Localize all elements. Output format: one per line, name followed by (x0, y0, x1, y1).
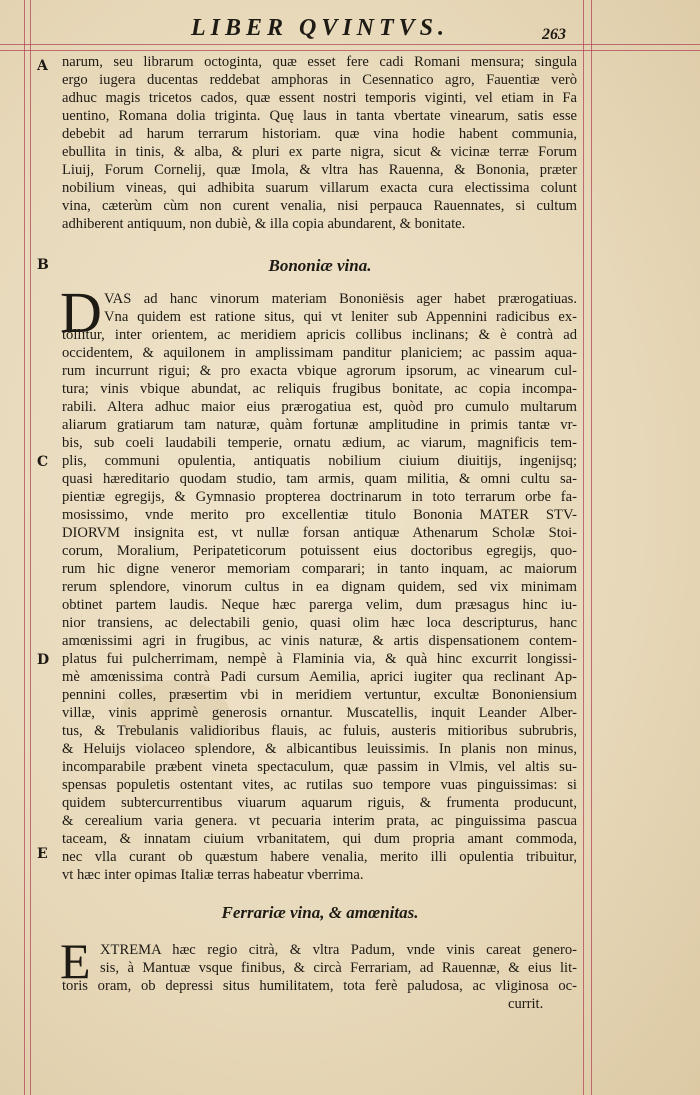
text-line: spensas populetis ostentant vites, ac rutilas suo tempore vuas pinguissimas: si (62, 777, 577, 793)
text-line: narum, seu librarum octoginta, quæ esset fere cadi Romani mensura; singula (62, 54, 577, 70)
text-line: incomparabile præbent vineta spectaculum, quæ passim in Vlmis, vel altis su- (62, 759, 577, 775)
text-line: tollitur, inter orientem, ac meridiem apricis collibus inclinans; & è contrà ad (62, 327, 577, 343)
text-line: mosissimo, vnde merito pro excellentiæ titulo Bononia MATER STV- (62, 507, 577, 523)
text-line: adhiberent antiquum, non dubiè, & illa copia abundarent, & bonitate. (62, 216, 466, 232)
margin-rule-right-inner (583, 0, 584, 1095)
text-line: amœnissimi agri in frugibus, ac vinis naturæ, & artis dispensationem contem- (62, 633, 577, 649)
text-line: ergo iugera ducentas reddebat amphoras in Cesennatico agro, Fauentiæ verò (62, 72, 577, 88)
text-line: bis, sub coeli laudabili temperie, ornatu ædium, ac viarum, magnificis tem- (62, 435, 577, 451)
text-line: rerum splendore, vinorum cultus in ea dignam quidem, sed vix minimam (62, 579, 577, 595)
text-line: ebullita in tinis, & alba, & pluri ex parte nigra, sicut & vicinæ terræ Forum (62, 144, 577, 160)
page-number: 263 (542, 26, 566, 43)
drop-cap-e: E (60, 933, 91, 989)
header-rule-lower (0, 50, 700, 51)
text-line: villæ, vinis apprimè generosis ornantur. Muscatellis, inquit Leander Alber- (62, 705, 577, 721)
text-line: corum, Moralium, Peripateticorum potuissent eius doctoribus egregijs, quo- (62, 543, 577, 559)
text-line: tura; vinis vbique abundat, ac reliquis frugibus bonitate, ac copia incompa- (62, 381, 577, 397)
margin-letter-e: E (37, 846, 48, 862)
text-line: aliarum gratiarum tam naturæ, quàm fortunæ amplitudine in primis tantæ vr- (62, 417, 577, 433)
text-line: sis, à Mantuæ vsque finibus, & circà Ferrariam, ad Rauennæ, & eius lit- (100, 960, 577, 976)
running-head: LIBER QVINTVS. (190, 15, 450, 41)
text-line: nobilium vineas, qui adhibita suarum villarum exacta cura electissima colunt (62, 180, 577, 196)
text-line: pennini colles, præsertim vbi in meridiem vertuntur, excultæ Bononiensium (62, 687, 577, 703)
text-line: nior transiens, ac delectabili genio, quasi olim hæc loca descripturus, hanc (62, 615, 577, 631)
text-line: uentino, Romana dolia triginta. Quę laus in tanta vbertate vinearum, satis esse (62, 108, 577, 124)
text-line: quidem subtercurrentibus viuarum aquarum riguis, & frumenta producunt, (62, 795, 577, 811)
text-line: rabili. Altera adhuc maior eius prærogatiua est, quòd pro cumulo multarum (62, 399, 577, 415)
text-line: mè amœnissima contrà Padi cursum Aemilia, aprici iugiter qua reclinant Ap- (62, 669, 577, 685)
text-line: Vna quidem est ratione situs, qui vt leniter sub Appennini radicibus ex- (104, 309, 577, 325)
text-line: XTREMA hæc regio citrà, & vltra Padum, vnde vinis careat genero- (100, 942, 577, 958)
text-line: & cerealium varia genera. vt pecuaria interim prata, ac pinguissima pascua (62, 813, 577, 829)
text-line: & Heluijs violaceo splendore, & albicantibus leuissimis. In planis non minus, (62, 741, 577, 757)
text-line: pientiæ egregijs, & Gymnasio propterea doctrinarum in toto terrarum orbe fa- (62, 489, 577, 505)
margin-letter-d: D (37, 652, 50, 668)
text-line: occidentem, & aquilonem in amplissimam panditur planiciem; ac passim aqua- (62, 345, 577, 361)
margin-rule-left-inner (30, 0, 31, 1095)
text-line: VAS ad hanc vinorum materiam Bononiësis ager habet prærogatiuas. (104, 291, 577, 307)
text-line: obtinet partem laudis. Neque hæc parerga velim, dum præsagus hinc iu- (62, 597, 577, 613)
text-line: debebit ad harum terrarum historiam. quæ vina hodie habent communia, (62, 126, 577, 142)
text-line: adhuc magis tricetos cados, quæ essent nostri temporis viginti, vel etiam in Fa (62, 90, 577, 106)
text-line: platus fui pulcherrimam, nempè à Flaminia via, & quà hinc excurrit longissi- (62, 651, 577, 667)
margin-letter-a: A (37, 58, 48, 74)
header-rule-upper (0, 44, 700, 45)
text-line: nec vlla curant ob quæstum habere venalia, merito illi opulentia tribuitur, (62, 849, 577, 865)
text-line: plis, communi opulentia, antiquatis nobilium ciuium diuitijs, ingenijsq; (62, 453, 577, 469)
text-line: vina, cæterùm cùm non curent venalia, nisi perpauca Rauennates, si cultum (62, 198, 577, 214)
text-line: tus, & Trebulanis validioribus flauis, ac fuluis, austeris mitioribus subrubris, (62, 723, 577, 739)
text-line: toris oram, ob depressi situs humilitatem, tota ferè paludosa, ac vliginosa oc- (62, 978, 577, 994)
text-line: rum incurrunt rigui; & pro exacta vbique agrorum ipsorum, ac vinearum cul- (62, 363, 577, 379)
text-line: taceam, & innatam ciuium vrbanitatem, qui dum propria amant commoda, (62, 831, 577, 847)
margin-letter-c: C (37, 454, 49, 470)
text-line: DIORVM insignita est, vt nullæ forsan antiquæ Athenarum Scholæ Stoi- (62, 525, 577, 541)
text-line: currit. (508, 996, 544, 1012)
margin-letter-b: B (37, 257, 49, 273)
margin-rule-right-outer (591, 0, 592, 1095)
text-line: Liuij, Forum Cornelij, quæ Imola, & vltra has Rauenna, & Bononia, præter (62, 162, 577, 178)
section-heading-bononia: Bononiæ vina. (268, 256, 372, 275)
text-line: quasi hæreditario quodam studio, tam armis, quam militia, & omni cultu sa- (62, 471, 577, 487)
drop-cap-d: D (60, 280, 102, 345)
margin-rule-left-outer (24, 0, 25, 1095)
text-line: rum hic digne veneror memoriam comparari; in tanto inquam, ac maiorum (62, 561, 577, 577)
text-line: vt hæc inter opimas Italiæ terras habeatur vberrima. (62, 867, 364, 883)
section-heading-ferraria: Ferrariæ vina, & amœnitas. (221, 903, 419, 922)
